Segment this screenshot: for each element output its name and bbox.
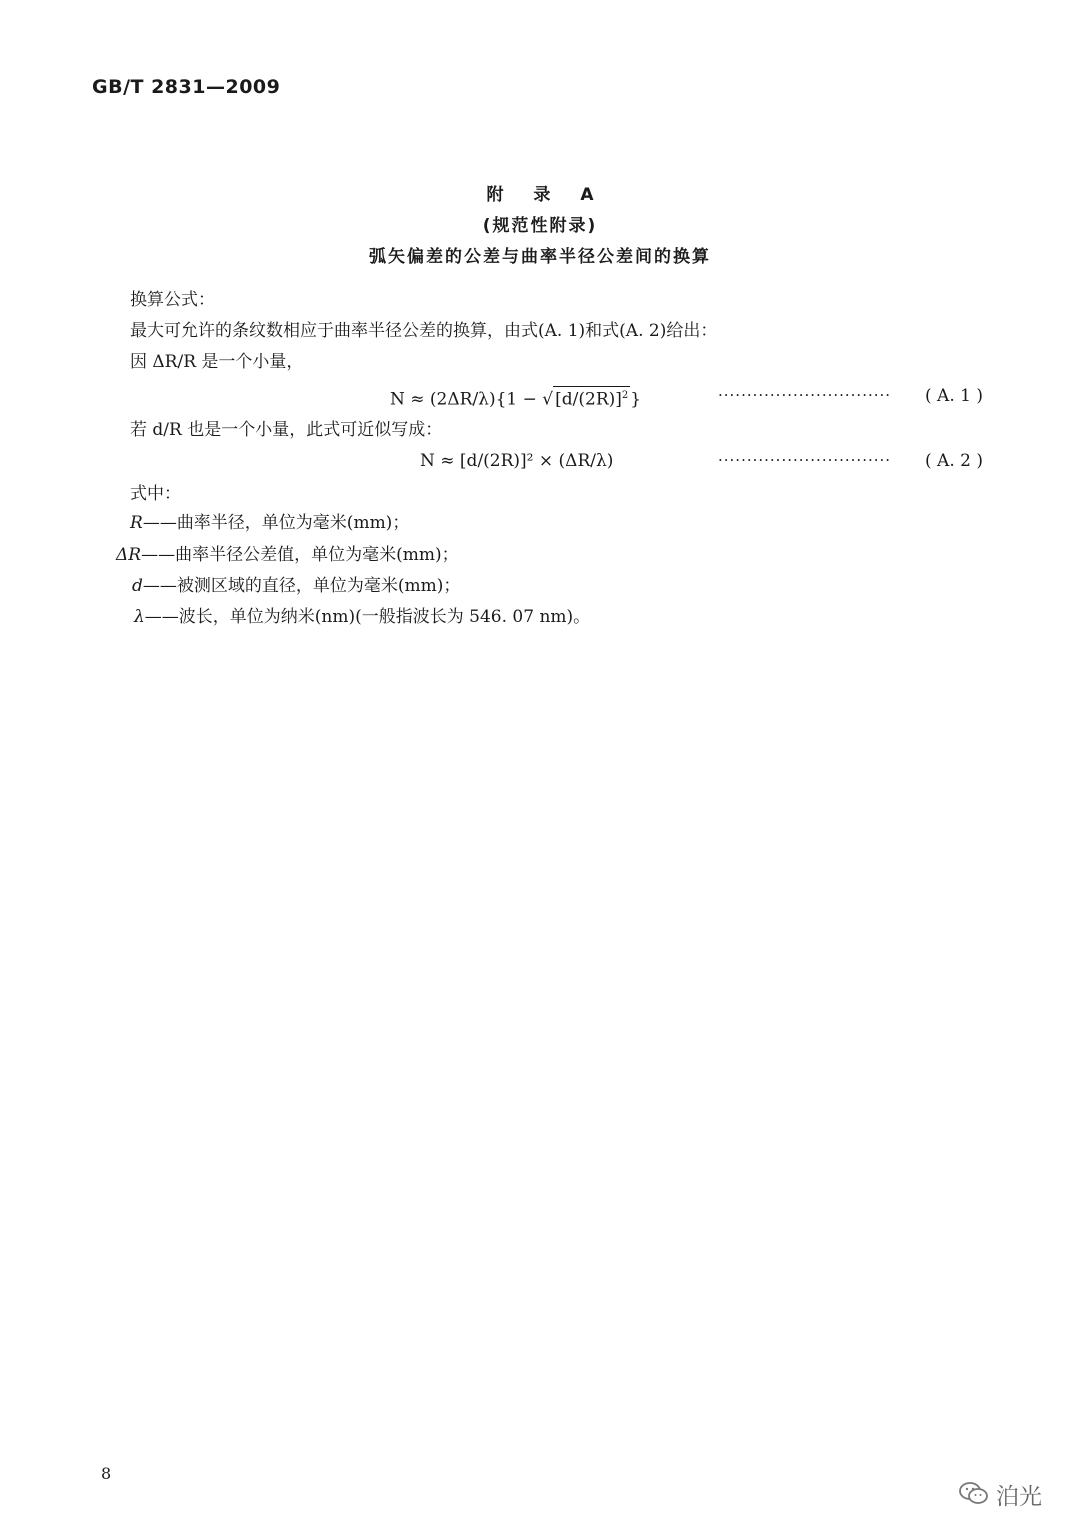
definition-symbol: ΔR xyxy=(116,545,142,565)
definition-text: ——曲率半径公差值，单位为毫米(mm)； xyxy=(141,545,459,565)
intro-text: 换算公式： xyxy=(130,290,215,310)
appendix-type: (规范性附录) xyxy=(482,216,598,236)
equation-number: ( A. 1 ) xyxy=(925,386,983,406)
equation-a1-formula: N ≈ (2ΔR/λ){1 − √ $[d/(2R)]^2$ } xyxy=(390,386,641,410)
definition-item xyxy=(132,576,460,596)
definition-symbol: R xyxy=(130,513,143,533)
definition-text: ——曲率半径，单位为毫米(mm)； xyxy=(142,513,410,533)
equation-a2-formula: N ≈ [d/(2R)]² × (ΔR/λ) xyxy=(420,451,614,471)
sqrt-radicand xyxy=(553,386,630,409)
wechat-logo-icon xyxy=(958,1480,990,1506)
watermark-text: 泊光 xyxy=(996,1484,1042,1510)
equation-number: ( A. 2 ) xyxy=(925,451,983,471)
conversion-description: 最大可允许的条纹数相应于曲率半径公差的换算，由式(A. 1)和式(A. 2)给出： xyxy=(130,321,718,341)
standard-code: GB/T 2831—2009 xyxy=(92,76,281,98)
definition-symbol: d xyxy=(132,576,143,596)
definition-item xyxy=(134,607,590,627)
small-quantity-note: 因 ΔR/R 是一个小量， xyxy=(130,352,304,372)
radicand-text: [d/(2R)] xyxy=(555,389,622,410)
definition-text: ——波长，单位为纳米(nm)(一般指波长为 546. 07 nm)。 xyxy=(144,607,591,627)
leader-dots: ······························ xyxy=(718,451,892,469)
equation-a1-lhs: N ≈ (2ΔR/λ){1 − xyxy=(390,389,543,410)
leader-dots: ······························ xyxy=(718,386,892,404)
appendix-heading: 弧矢偏差的公差与曲率半径公差间的换算 xyxy=(369,247,711,267)
equation-a1 xyxy=(0,384,1080,414)
watermark xyxy=(958,1476,1068,1510)
power: 2 xyxy=(621,390,629,401)
definition-text: ——被测区域的直径，单位为毫米(mm)； xyxy=(142,576,461,596)
appendix-title: 附 录 A xyxy=(486,185,606,205)
equation-a1-close: } xyxy=(630,389,642,410)
definition-item xyxy=(116,545,459,565)
approximation-note: 若 d/R 也是一个小量，此式可近似写成： xyxy=(130,420,443,440)
where-label: 式中： xyxy=(130,484,181,504)
definition-item xyxy=(130,513,409,533)
page-number: 8 xyxy=(101,1464,112,1483)
definition-symbol: λ xyxy=(134,607,145,627)
equation-a2 xyxy=(0,449,1080,479)
